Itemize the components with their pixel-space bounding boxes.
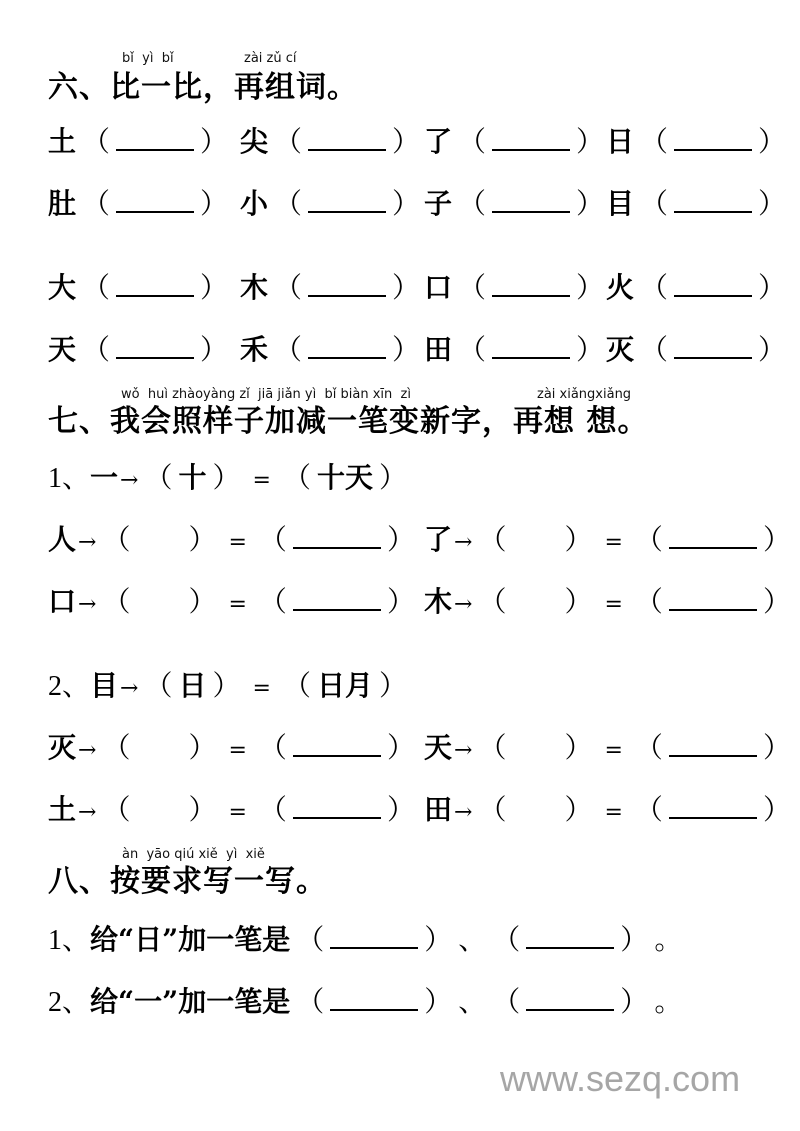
equals-sign: = (252, 468, 271, 493)
word-builder-cell (424, 332, 610, 368)
answer-blank-1[interactable] (330, 985, 418, 1011)
open-paren: （ (458, 271, 487, 304)
close-paren: ） (576, 125, 605, 158)
question-number: 2、 (48, 987, 91, 1018)
base-char: 木 (424, 585, 453, 618)
word-blank[interactable] (669, 523, 757, 549)
base-char: 人 (48, 523, 77, 556)
section6-title: 六、比一比，再组词。 (48, 70, 358, 105)
arrow-icon: → (78, 530, 97, 555)
arrow-icon: → (120, 676, 139, 701)
close-paren: ） (424, 985, 453, 1018)
close-paren: ） (212, 461, 241, 494)
close-paren: ） (762, 585, 791, 618)
arrow-icon: → (78, 738, 97, 763)
close-paren: ） (212, 669, 241, 702)
word-builder-cell (424, 186, 610, 222)
base-char: 小 (240, 187, 269, 220)
close-paren: ） (378, 461, 407, 494)
arrow-icon: → (120, 468, 139, 493)
open-paren: （ (478, 793, 507, 826)
open-paren: （ (274, 125, 303, 158)
base-char: 田 (424, 793, 453, 826)
open-paren: （ (102, 731, 131, 764)
section7-title: 七、我会照样子加减一笔变新字，再想 想。 (48, 404, 649, 439)
question-text: 给“一”加一笔是 (90, 985, 291, 1018)
close-paren: ） (200, 187, 229, 220)
open-paren: （ (458, 187, 487, 220)
base-char: 子 (424, 187, 453, 220)
word-builder-cell (606, 332, 792, 368)
equals-sign: = (252, 676, 271, 701)
arrow-icon: → (78, 592, 97, 617)
section8-pinyin-1: àn yāo qiú xiě yì xiě (122, 847, 265, 862)
equals-sign: = (228, 592, 247, 617)
open-paren: （ (458, 125, 487, 158)
stroke-change-row (48, 522, 421, 561)
close-paren: ） (188, 731, 217, 764)
example-number: 1、 (48, 463, 91, 494)
open-paren: （ (82, 333, 111, 366)
open-paren: （ (274, 271, 303, 304)
open-paren: （ (258, 731, 287, 764)
end-punctuation: 。 (654, 923, 683, 956)
answer-blank[interactable] (308, 333, 386, 359)
answer-blank[interactable] (492, 187, 570, 213)
question-number: 1、 (48, 925, 91, 956)
close-paren: ） (392, 333, 421, 366)
answer-blank[interactable] (308, 271, 386, 297)
close-paren: ） (576, 333, 605, 366)
separator: 、 (458, 985, 487, 1018)
base-char: 日 (606, 125, 635, 158)
open-paren: （ (634, 731, 663, 764)
word-builder-cell (606, 124, 792, 160)
word-builder-cell (240, 332, 426, 368)
open-paren: （ (640, 187, 669, 220)
example-source-char: 一 (90, 461, 119, 494)
stroke-change-row (424, 522, 797, 561)
watermark: www.sezq.com (500, 1058, 741, 1099)
answer-blank[interactable] (492, 271, 570, 297)
word-builder-cell (424, 270, 610, 306)
open-paren: （ (640, 125, 669, 158)
base-char: 土 (48, 793, 77, 826)
section7-pinyin-2: zài xiǎngxiǎng (537, 387, 632, 402)
base-char: 肚 (48, 187, 77, 220)
close-paren: ） (758, 187, 787, 220)
word-blank[interactable] (293, 523, 381, 549)
example-word: 日月 (316, 669, 373, 702)
close-paren: ） (424, 923, 453, 956)
close-paren: ） (200, 125, 229, 158)
close-paren: ） (576, 187, 605, 220)
close-paren: ） (758, 125, 787, 158)
stroke-change-row (424, 792, 797, 831)
close-paren: ） (386, 731, 415, 764)
close-paren: ） (620, 985, 649, 1018)
answer-blank[interactable] (492, 333, 570, 359)
separator: 、 (458, 923, 487, 956)
close-paren: ） (188, 523, 217, 556)
open-paren: （ (296, 985, 325, 1018)
open-paren: （ (634, 585, 663, 618)
base-char: 天 (48, 333, 77, 366)
section6-pinyin-1: bǐ yì bǐ (122, 51, 174, 66)
answer-blank-2[interactable] (526, 985, 614, 1011)
word-builder-cell (48, 186, 234, 222)
close-paren: ） (386, 523, 415, 556)
add-stroke-question (48, 984, 682, 1021)
stroke-change-row (48, 730, 421, 769)
base-char: 田 (424, 333, 453, 366)
close-paren: ） (758, 271, 787, 304)
close-paren: ） (386, 585, 415, 618)
example-number: 2、 (48, 671, 91, 702)
base-char: 灭 (48, 731, 77, 764)
open-paren: （ (296, 923, 325, 956)
base-char: 禾 (240, 333, 269, 366)
close-paren: ） (564, 793, 593, 826)
close-paren: ） (576, 271, 605, 304)
open-paren: （ (634, 793, 663, 826)
open-paren: （ (102, 793, 131, 826)
stroke-change-row (48, 584, 421, 623)
base-char: 目 (606, 187, 635, 220)
equals-sign: = (604, 592, 623, 617)
end-punctuation: 。 (654, 985, 683, 1018)
section8-title: 八、按要求写一写。 (48, 864, 327, 899)
section7-example-1 (48, 460, 413, 499)
answer-blank[interactable] (674, 271, 752, 297)
open-paren: （ (82, 271, 111, 304)
answer-blank[interactable] (116, 333, 194, 359)
answer-blank[interactable] (674, 187, 752, 213)
base-char: 口 (424, 271, 453, 304)
answer-blank[interactable] (674, 125, 752, 151)
section6-pinyin-2: zài zǔ cí (244, 51, 297, 66)
answer-blank[interactable] (116, 187, 194, 213)
stroke-change-row (424, 730, 797, 769)
equals-sign: = (604, 530, 623, 555)
close-paren: ） (564, 585, 593, 618)
close-paren: ） (564, 523, 593, 556)
open-paren: （ (102, 585, 131, 618)
open-paren: （ (82, 125, 111, 158)
open-paren: （ (144, 461, 173, 494)
word-builder-cell (606, 186, 792, 222)
stroke-change-row (424, 584, 797, 623)
word-builder-cell (606, 270, 792, 306)
open-paren: （ (274, 333, 303, 366)
open-paren: （ (634, 523, 663, 556)
example-word: 十天 (316, 461, 373, 494)
close-paren: ） (620, 923, 649, 956)
close-paren: ） (762, 793, 791, 826)
word-builder-cell (240, 186, 426, 222)
example-answer-char: 日 (178, 669, 207, 702)
open-paren: （ (492, 923, 521, 956)
close-paren: ） (188, 585, 217, 618)
open-paren: （ (640, 271, 669, 304)
close-paren: ） (188, 793, 217, 826)
word-blank[interactable] (669, 731, 757, 757)
word-builder-cell (48, 270, 234, 306)
base-char: 火 (606, 271, 635, 304)
open-paren: （ (282, 461, 311, 494)
arrow-icon: → (78, 800, 97, 825)
add-stroke-question (48, 922, 682, 959)
answer-blank[interactable] (674, 333, 752, 359)
word-blank[interactable] (293, 793, 381, 819)
word-blank[interactable] (293, 585, 381, 611)
open-paren: （ (458, 333, 487, 366)
base-char: 木 (240, 271, 269, 304)
open-paren: （ (102, 523, 131, 556)
equals-sign: = (228, 738, 247, 763)
base-char: 口 (48, 585, 77, 618)
equals-sign: = (604, 800, 623, 825)
open-paren: （ (282, 669, 311, 702)
open-paren: （ (258, 793, 287, 826)
answer-blank[interactable] (116, 271, 194, 297)
close-paren: ） (762, 523, 791, 556)
close-paren: ） (378, 669, 407, 702)
base-char: 土 (48, 125, 77, 158)
base-char: 了 (424, 523, 453, 556)
section7-example-2 (48, 668, 413, 707)
answer-blank[interactable] (116, 125, 194, 151)
open-paren: （ (640, 333, 669, 366)
word-builder-cell (240, 124, 426, 160)
word-builder-cell (240, 270, 426, 306)
open-paren: （ (274, 187, 303, 220)
open-paren: （ (478, 523, 507, 556)
open-paren: （ (258, 585, 287, 618)
word-builder-cell (424, 124, 610, 160)
open-paren: （ (258, 523, 287, 556)
close-paren: ） (758, 333, 787, 366)
close-paren: ） (762, 731, 791, 764)
arrow-icon: → (454, 738, 473, 763)
arrow-icon: → (454, 530, 473, 555)
equals-sign: = (228, 530, 247, 555)
answer-blank[interactable] (308, 125, 386, 151)
open-paren: （ (144, 669, 173, 702)
example-source-char: 目 (90, 669, 119, 702)
word-builder-cell (48, 332, 234, 368)
word-blank[interactable] (669, 793, 757, 819)
close-paren: ） (392, 125, 421, 158)
base-char: 了 (424, 125, 453, 158)
base-char: 尖 (240, 125, 269, 158)
answer-blank-1[interactable] (330, 923, 418, 949)
close-paren: ） (392, 187, 421, 220)
close-paren: ） (200, 333, 229, 366)
close-paren: ） (386, 793, 415, 826)
word-blank[interactable] (293, 731, 381, 757)
section7-pinyin-1: wǒ huì zhàoyàng zǐ jiā jiǎn yì bǐ biàn xīn zì (121, 387, 411, 402)
answer-blank[interactable] (492, 125, 570, 151)
word-blank[interactable] (669, 585, 757, 611)
base-char: 大 (48, 271, 77, 304)
base-char: 灭 (606, 333, 635, 366)
answer-blank[interactable] (308, 187, 386, 213)
open-paren: （ (82, 187, 111, 220)
close-paren: ） (392, 271, 421, 304)
arrow-icon: → (454, 592, 473, 617)
open-paren: （ (492, 985, 521, 1018)
arrow-icon: → (454, 800, 473, 825)
open-paren: （ (478, 585, 507, 618)
close-paren: ） (564, 731, 593, 764)
equals-sign: = (604, 738, 623, 763)
answer-blank-2[interactable] (526, 923, 614, 949)
stroke-change-row (48, 792, 421, 831)
equals-sign: = (228, 800, 247, 825)
close-paren: ） (200, 271, 229, 304)
open-paren: （ (478, 731, 507, 764)
example-answer-char: 十 (178, 461, 207, 494)
word-builder-cell (48, 124, 234, 160)
base-char: 天 (424, 731, 453, 764)
question-text: 给“日”加一笔是 (90, 923, 291, 956)
